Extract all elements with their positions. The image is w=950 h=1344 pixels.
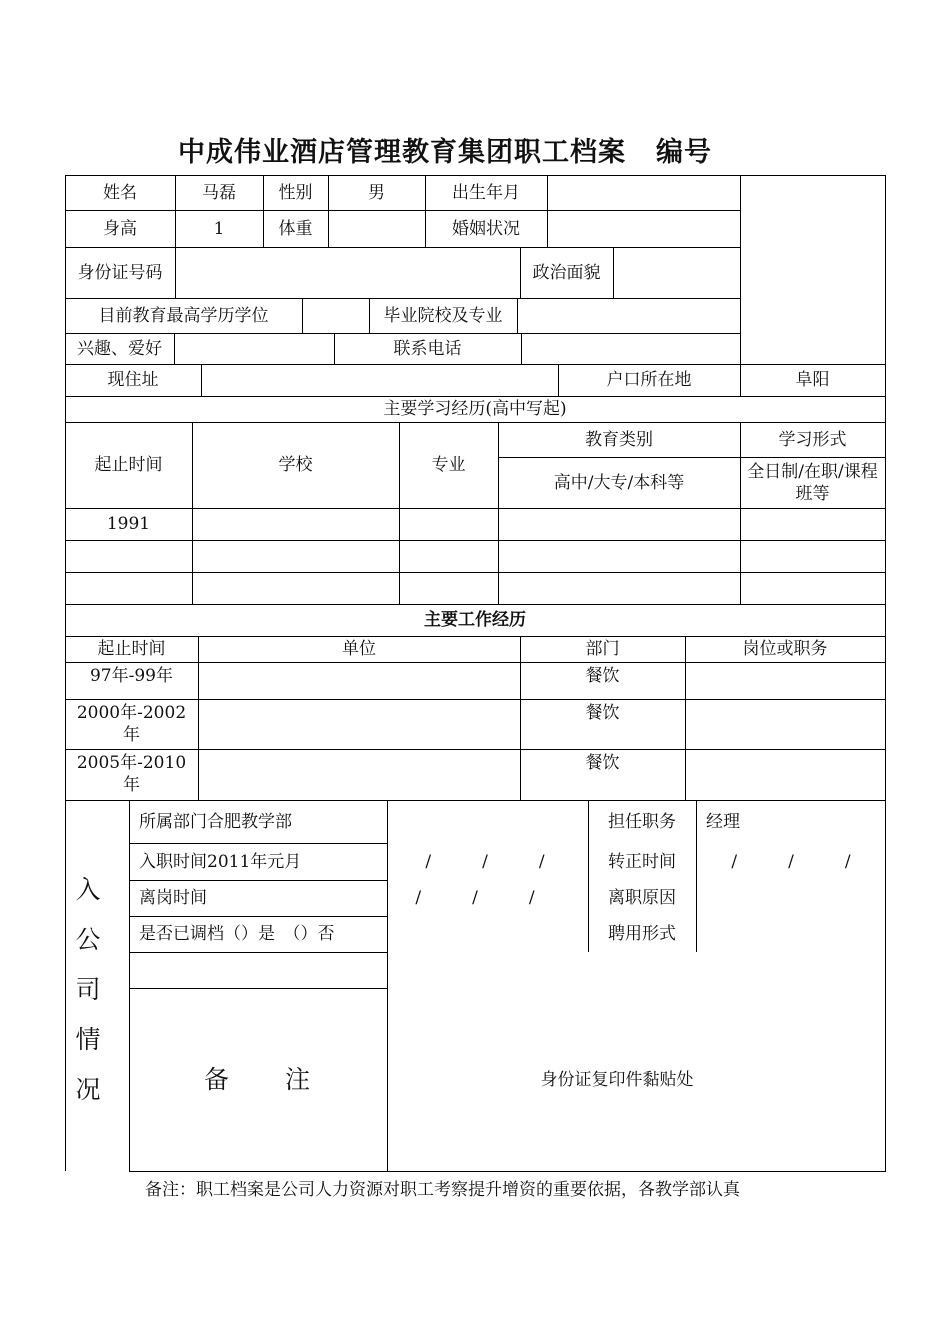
- role-label: 担任职务: [608, 811, 676, 832]
- regular-date-blank: / / /: [731, 851, 851, 872]
- address-label: 现住址: [107, 370, 159, 390]
- entry-date-label: 入职时间2011年元月: [139, 851, 302, 872]
- hukou-label: 户口所在地: [606, 370, 692, 390]
- study-row-time: 1991: [106, 514, 151, 534]
- work-row-dept: 餐饮: [585, 753, 620, 773]
- address-value: [201, 364, 558, 396]
- phone-label: 联系电话: [393, 338, 462, 359]
- photo-area: [740, 175, 885, 364]
- id-value: [175, 247, 520, 298]
- hukou-value: 阜阳: [795, 370, 830, 390]
- study-row-school: [192, 540, 399, 572]
- leave-date-blank: / / /: [415, 888, 535, 908]
- footer-note: 备注：职工档案是公司人力资源对职工考察提升增资的重要依据，各教学部认真: [145, 1180, 740, 1200]
- weight-value: [328, 210, 425, 247]
- study-col-major: 专业: [431, 455, 466, 475]
- study-row-school: [192, 572, 399, 604]
- remarks-label: 备 注: [203, 1064, 312, 1094]
- number-label: 编号: [656, 137, 712, 168]
- politics-value: [613, 247, 740, 298]
- study-col-school: 学校: [278, 455, 313, 475]
- study-row-major: [399, 508, 498, 540]
- work-col-post: 岗位或职务: [742, 639, 828, 659]
- study-col-time: 起止时间: [94, 455, 163, 475]
- work-row-post: [685, 699, 885, 749]
- id-copy-area: 身份证复印件黏贴处: [540, 1069, 694, 1090]
- study-row-school: [192, 508, 399, 540]
- study-row-time: [65, 572, 192, 604]
- name-value: 马磊: [202, 182, 236, 203]
- study-row-form: [740, 540, 885, 572]
- company-side-label: 入 公 司 情 况: [75, 875, 101, 1104]
- work-col-time: 起止时间: [97, 639, 166, 659]
- study-row-time: [65, 540, 192, 572]
- study-col-edu-type: 教育类别: [585, 429, 653, 450]
- birth-label: 出生年月: [452, 182, 520, 203]
- employment-form-label: 聘用形式: [608, 924, 676, 944]
- politics-label: 政治面貌: [532, 262, 601, 283]
- work-row-time: 2005年-2010年: [76, 753, 187, 795]
- study-row-form: [740, 508, 885, 540]
- phone-value: [521, 333, 740, 364]
- weight-label: 体重: [278, 218, 313, 239]
- work-row-post: [685, 662, 885, 699]
- study-col-edu-type-sub: 高中/大专/本科等: [553, 472, 685, 493]
- id-label: 身份证号码: [77, 262, 163, 283]
- work-row-unit: [198, 699, 520, 749]
- study-col-form: 学习形式: [778, 429, 847, 450]
- work-row-post: [685, 749, 885, 800]
- work-row-dept: 餐饮: [585, 703, 620, 723]
- graduate-school-value: [517, 298, 740, 333]
- hobby-value: [174, 333, 334, 364]
- marital-label: 婚姻状况: [452, 218, 520, 239]
- work-row-dept: 餐饮: [585, 666, 620, 686]
- birth-value: [547, 175, 740, 210]
- leave-reason-label: 离职原因: [608, 888, 676, 908]
- study-section-title: 主要学习经历(高中写起): [383, 399, 567, 419]
- study-row-form: [740, 572, 885, 604]
- work-row-unit: [198, 749, 520, 800]
- entry-date-blank: / / /: [425, 851, 545, 872]
- height-value: 1: [213, 218, 225, 239]
- study-row-major: [399, 540, 498, 572]
- role-value: 经理: [706, 811, 740, 832]
- regular-date-label: 转正时间: [608, 851, 676, 872]
- study-row-type: [498, 540, 740, 572]
- education-label: 目前教育最高学历学位: [98, 305, 269, 326]
- marital-value: [547, 210, 740, 247]
- archive-transfer-label: 是否已调档（）是 （）否: [139, 924, 335, 944]
- study-row-type: [498, 508, 740, 540]
- height-label: 身高: [103, 218, 137, 239]
- work-row-unit: [198, 662, 520, 699]
- name-label: 姓名: [103, 182, 137, 203]
- education-value: [302, 298, 369, 333]
- hobby-label: 兴趣、爱好: [77, 338, 162, 359]
- department-label: 所属部门合肥教学部: [139, 811, 292, 832]
- work-col-dept: 部门: [585, 639, 620, 659]
- work-section-title: 主要工作经历: [424, 610, 526, 630]
- gender-label: 性别: [278, 182, 313, 203]
- page-title: 中成伟业酒店管理教育集团职工档案 编号: [178, 137, 712, 168]
- study-col-form-sub: 全日制/在职/课程班等: [747, 461, 878, 504]
- work-row-time: 97年-99年: [89, 666, 173, 686]
- study-row-major: [399, 572, 498, 604]
- work-col-unit: 单位: [342, 639, 376, 659]
- gender-value: 男: [368, 182, 385, 203]
- graduate-school-label: 毕业院校及专业: [383, 305, 503, 326]
- study-row-type: [498, 572, 740, 604]
- leave-date-label: 离岗时间: [139, 888, 207, 908]
- work-row-time: 2000年-2002年: [76, 703, 187, 745]
